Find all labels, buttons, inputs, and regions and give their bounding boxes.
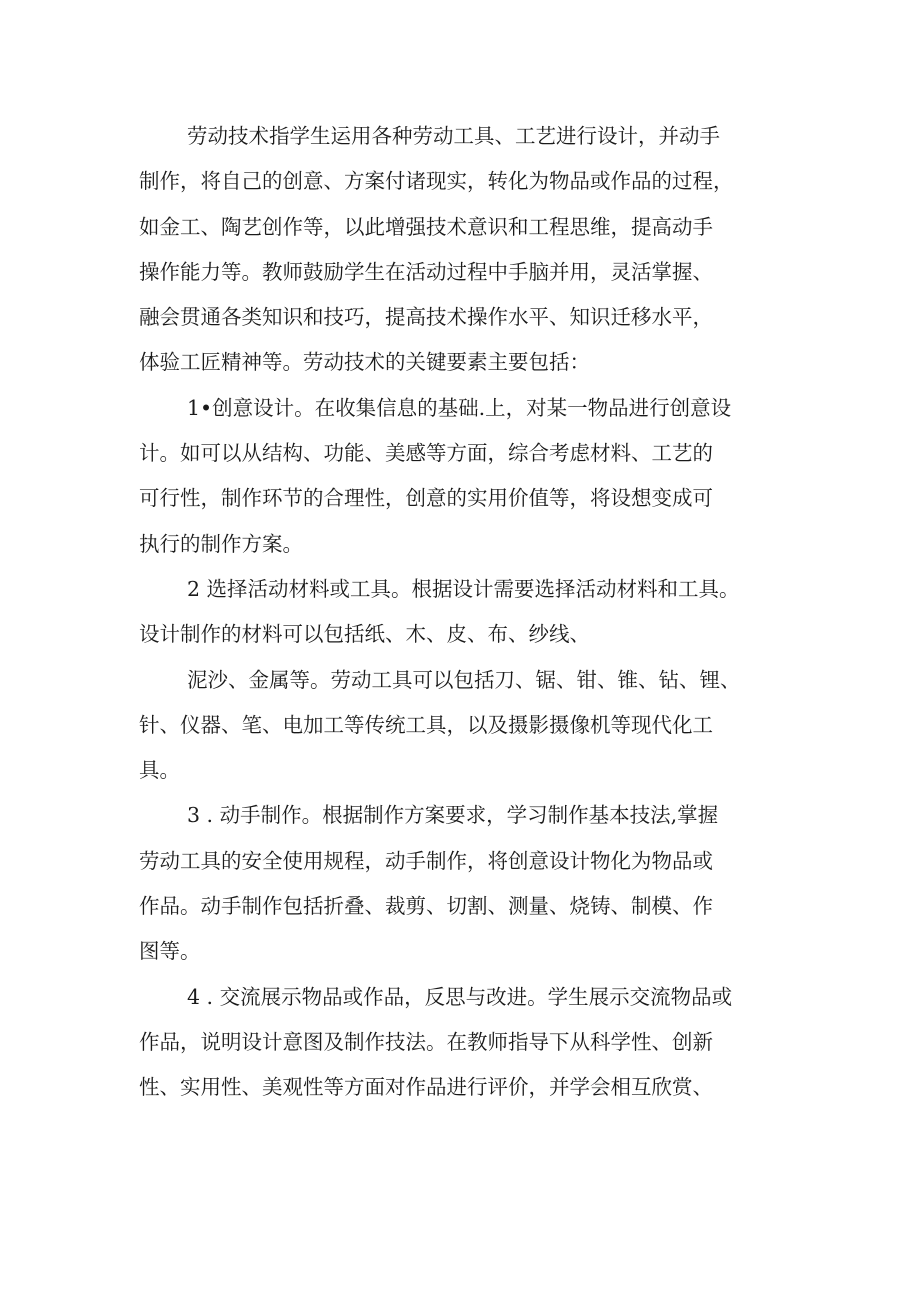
- text-line: 图等。: [139, 939, 201, 964]
- text-line: 性、实用性、美观性等方面对作品进行评价，并学会相互欣赏、: [139, 1075, 713, 1100]
- text-line: 3 . 动手制作。根据制作方案要求，学习制作基本技法,掌握: [187, 803, 719, 828]
- paragraph-item-1: [139, 386, 819, 567]
- text-line: 操作能力等。教师鼓励学生在活动过程中手脑并用，灵活掌握、: [139, 259, 713, 284]
- text-line: 劳动工具的安全使用规程，动手制作，将创意设计物化为物品或: [139, 848, 713, 873]
- text-line: 如金工、陶艺创作等，以此增强技术意识和工程思维，提高动手: [139, 214, 713, 239]
- text-line: 执行的制作方案。: [139, 531, 303, 556]
- document-body: [139, 114, 819, 1111]
- paragraph-item-2: [139, 567, 819, 658]
- text-line: 针、仪器、笔、电加工等传统工具，以及摄影摄像机等现代化工: [139, 712, 713, 737]
- text-line: 2 选择活动材料或工具。根据设计需要选择活动材料和工具。: [187, 576, 740, 601]
- text-line: 可行性，制作环节的合理性，创意的实用价值等，将设想变成可: [139, 486, 713, 511]
- text-line: 计。如可以从结构、功能、美感等方面，综合考虑材料、工艺的: [139, 441, 713, 466]
- text-line: 作品，说明设计意图及制作技法。在教师指导下从科学性、创新: [139, 1029, 713, 1054]
- paragraph-item-3: [139, 793, 819, 974]
- text-line: 设计制作的材料可以包括纸、木、皮、布、纱线、: [139, 622, 590, 647]
- text-line: 具。: [139, 758, 180, 783]
- text-line: 泥沙、金属等。劳动工具可以包括刀、锯、钳、锥、钻、锂、: [187, 667, 741, 692]
- text-line: 体验工匠精神等。劳动技术的关键要素主要包括：: [139, 350, 590, 375]
- text-line: 4 . 交流展示物品或作品，反思与改进。学生展示交流物品或: [187, 984, 733, 1009]
- paragraph-intro: [139, 114, 819, 386]
- text-line: 劳动技术指学生运用各种劳动工具、工艺进行设计，并动手: [187, 124, 720, 148]
- text-line: 作品。动手制作包括折叠、裁剪、切割、测量、烧铸、制模、作: [139, 894, 713, 919]
- text-line: 1•创意设计。在收集信息的基础.上，对某一物品进行创意设: [187, 395, 732, 420]
- paragraph-item-2-continued: [139, 658, 819, 794]
- text-line: 制作，将自己的创意、方案付诸现实，转化为物品或作品的过程，: [139, 169, 734, 194]
- text-line: 融会贯通各类知识和技巧，提高技术操作水平、知识迁移水平，: [139, 305, 713, 330]
- paragraph-item-4: [139, 975, 819, 1111]
